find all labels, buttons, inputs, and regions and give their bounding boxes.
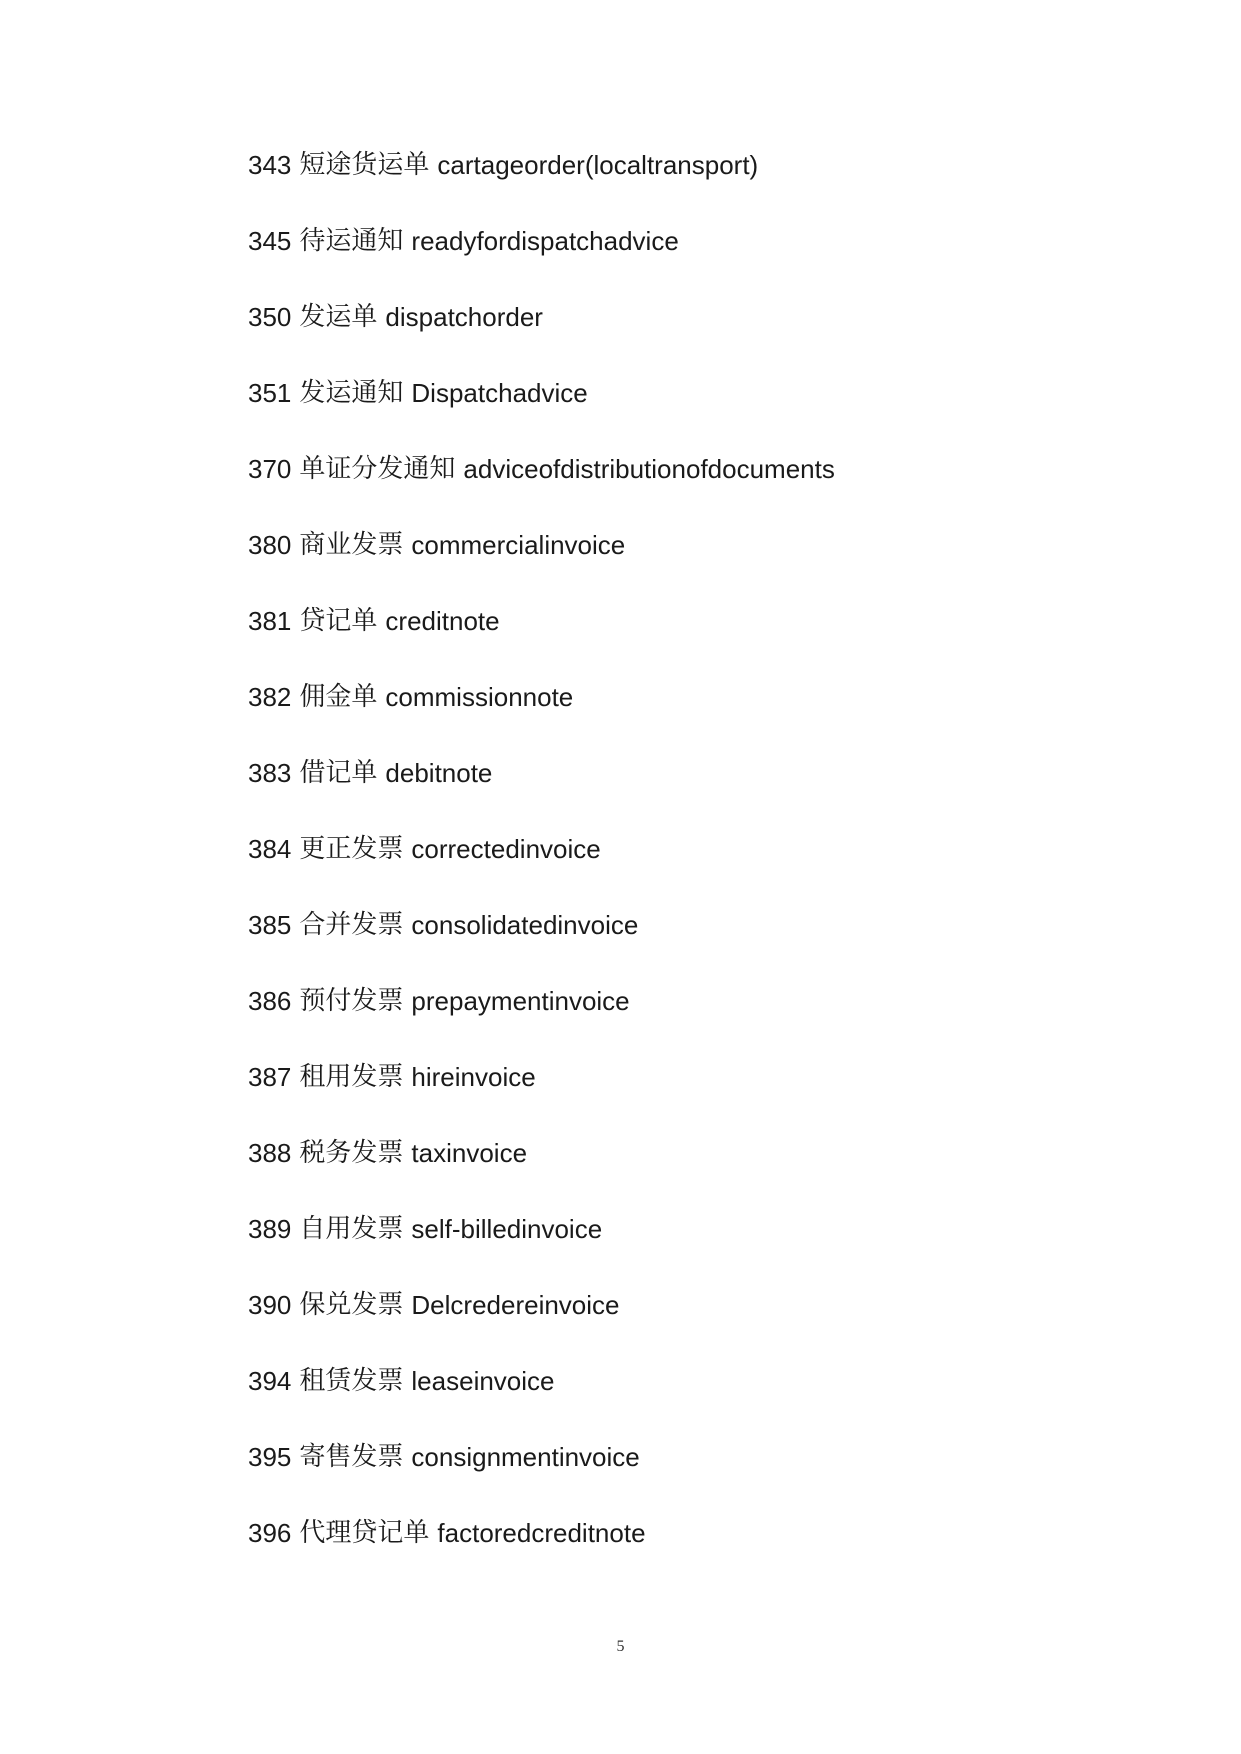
entry-code: 383: [248, 758, 292, 788]
entry-english-term: Delcredereinvoice: [411, 1290, 620, 1320]
list-item: [248, 606, 835, 682]
entry-chinese-term: 单证分发通知: [299, 454, 456, 484]
entry-english-term: debitnote: [385, 758, 493, 788]
entry-chinese-term: 更正发票: [299, 834, 404, 864]
list-item: [248, 682, 835, 758]
entry-code: 351: [248, 378, 292, 408]
page-number: 5: [616, 1638, 625, 1655]
entry-chinese-term: 待运通知: [299, 226, 404, 256]
entry-english-term: prepaymentinvoice: [411, 986, 630, 1016]
list-item: [248, 1442, 835, 1518]
entry-english-term: adviceofdistributionofdocuments: [463, 454, 835, 484]
entry-code: 350: [248, 302, 292, 332]
entry-chinese-term: 自用发票: [299, 1214, 404, 1244]
entry-code: 384: [248, 834, 292, 864]
list-item: [248, 834, 835, 910]
entry-english-term: correctedinvoice: [411, 834, 601, 864]
entry-code: 385: [248, 910, 292, 940]
document-code-list: [248, 150, 835, 1594]
list-item: [248, 758, 835, 834]
entry-english-term: consolidatedinvoice: [411, 910, 639, 940]
list-item: [248, 378, 835, 454]
entry-code: 389: [248, 1214, 292, 1244]
list-item: [248, 530, 835, 606]
entry-code: 387: [248, 1062, 292, 1092]
entry-chinese-term: 租赁发票: [299, 1366, 404, 1396]
entry-code: 345: [248, 226, 292, 256]
entry-chinese-term: 合并发票: [299, 910, 404, 940]
entry-chinese-term: 发运单: [299, 302, 378, 332]
entry-code: 388: [248, 1138, 292, 1168]
entry-code: 390: [248, 1290, 292, 1320]
list-item: [248, 986, 835, 1062]
entry-chinese-term: 寄售发票: [299, 1442, 404, 1472]
entry-code: 370: [248, 454, 292, 484]
entry-code: 394: [248, 1366, 292, 1396]
entry-english-term: Dispatchadvice: [411, 378, 588, 408]
list-item: [248, 1518, 835, 1594]
list-item: [248, 226, 835, 302]
entry-chinese-term: 保兑发票: [299, 1290, 404, 1320]
entry-chinese-term: 税务发票: [299, 1138, 404, 1168]
entry-english-term: consignmentinvoice: [411, 1442, 640, 1472]
list-item: [248, 1366, 835, 1442]
entry-code: 395: [248, 1442, 292, 1472]
entry-chinese-term: 预付发票: [299, 986, 404, 1016]
entry-code: 382: [248, 682, 292, 712]
list-item: [248, 150, 835, 226]
entry-english-term: taxinvoice: [411, 1138, 528, 1168]
list-item: [248, 1290, 835, 1366]
list-item: [248, 1138, 835, 1214]
entry-english-term: factoredcreditnote: [437, 1518, 646, 1548]
entry-code: 380: [248, 530, 292, 560]
list-item: [248, 302, 835, 378]
entry-code: 381: [248, 606, 292, 636]
entry-chinese-term: 短途货运单: [299, 150, 430, 180]
list-item: [248, 910, 835, 986]
entry-code: 343: [248, 150, 292, 180]
entry-chinese-term: 借记单: [299, 758, 378, 788]
entry-english-term: readyfordispatchadvice: [411, 226, 679, 256]
list-item: [248, 454, 835, 530]
entry-code: 396: [248, 1518, 292, 1548]
entry-chinese-term: 贷记单: [299, 606, 378, 636]
entry-english-term: commissionnote: [385, 682, 574, 712]
entry-english-term: leaseinvoice: [411, 1366, 555, 1396]
entry-chinese-term: 代理贷记单: [299, 1518, 430, 1548]
list-item: [248, 1062, 835, 1138]
entry-chinese-term: 租用发票: [299, 1062, 404, 1092]
entry-chinese-term: 佣金单: [299, 682, 378, 712]
entry-code: 386: [248, 986, 292, 1016]
entry-english-term: creditnote: [385, 606, 500, 636]
entry-english-term: cartageorder(localtransport): [437, 150, 759, 180]
entry-chinese-term: 商业发票: [299, 530, 404, 560]
entry-english-term: hireinvoice: [411, 1062, 536, 1092]
entry-chinese-term: 发运通知: [299, 378, 404, 408]
list-item: [248, 1214, 835, 1290]
entry-english-term: self-billedinvoice: [411, 1214, 603, 1244]
entry-english-term: commercialinvoice: [411, 530, 626, 560]
entry-english-term: dispatchorder: [385, 302, 543, 332]
